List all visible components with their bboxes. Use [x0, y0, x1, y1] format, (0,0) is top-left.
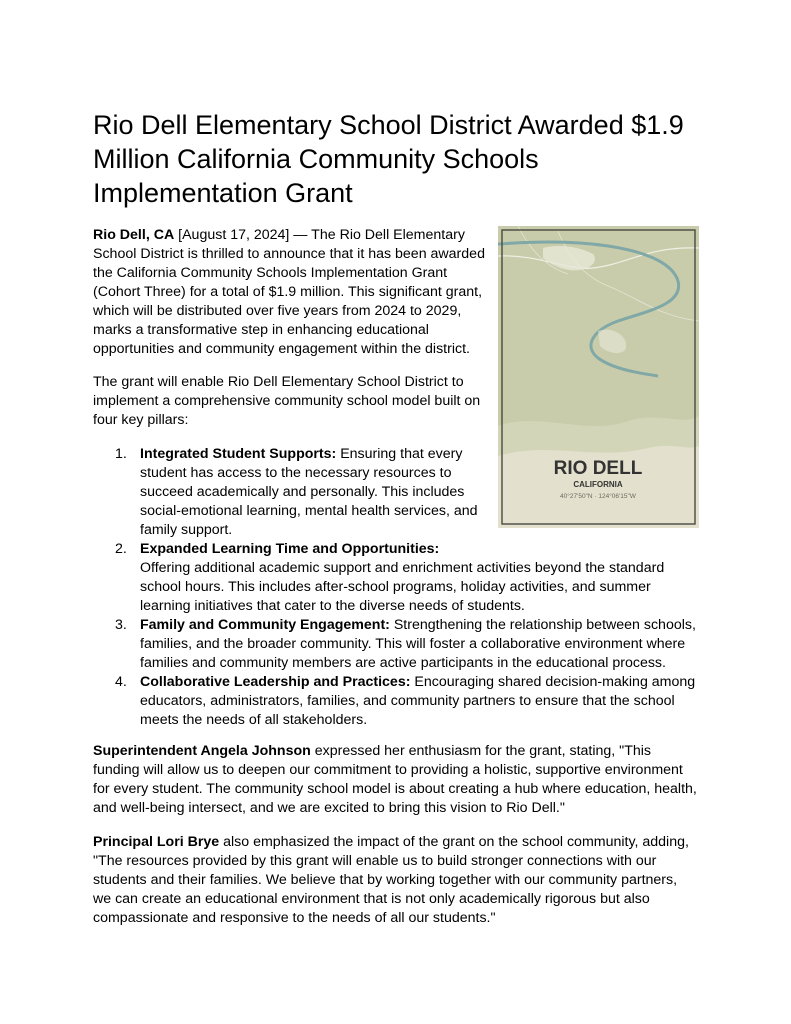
list-item-text: Strengthening the relationship between schools, families, and the broader community. This will foster a collaborative environment where families and community members are active participants in the educational process.	[140, 617, 696, 671]
page-title: Rio Dell Elementary School District Awarded $1.9 Million California Community Schools Implementation Grant	[93, 110, 684, 208]
quote-text: expressed her enthusiasm for the grant, stating, "This funding will allow us to deepen our commitment to providing a holistic, supportive environment for every student. The community school model is about creating a hub where education, health, and well-being intersect, and we are excited to bring this vision to Rio Dell."	[93, 743, 697, 816]
list-item-title: Family and Community Engagement:	[140, 617, 390, 633]
list-item-number: 3.	[115, 617, 127, 633]
list-item-title: Integrated Student Supports:	[140, 446, 337, 462]
list-item-title: Expanded Learning Time and Opportunities:	[140, 541, 440, 557]
list-item-text: Encouraging shared decision-making among educators, administrators, families, and community partners to ensure that the school meets the needs of all stakeholders.	[140, 674, 696, 728]
list-item	[93, 673, 701, 730]
list-item-number: 1.	[115, 446, 127, 462]
superintendent-quote	[93, 742, 699, 818]
map-city-label: RIO DELL	[553, 458, 643, 479]
list-item-title: Collaborative Leadership and Practices:	[140, 674, 411, 690]
intro-paragraph	[93, 226, 491, 359]
intro-text: [August 17, 2024] — The Rio Dell Elementary School District is thrilled to announce that it has been awarded the California Community Schools Implementation Grant (Cohort Three) for a total of $1.9 million. This significant grant, which will be distributed over five years from 2024 to 2029, marks a transformative step in enhancing educational opportunities and community engagement within the district.	[93, 227, 485, 357]
list-item-text: Offering additional academic support and enrichment activities beyond the standard school hours. This includes after-school programs, holiday activities, and summer learning initiatives that cater to the diverse needs of students.	[140, 560, 665, 614]
list-item	[93, 540, 701, 616]
dateline: Rio Dell, CA	[93, 227, 175, 243]
list-item	[93, 616, 701, 673]
quote-text: also emphasized the impact of the grant on the school community, adding, "The resources provided by this grant will enable us to build stronger connections with our students and their families. We believe that by working together with our community partners, we can create an educational environment that is not only academically rigorous but also compassionate and responsive to the needs of all our students."	[93, 834, 689, 926]
principal-quote	[93, 833, 699, 928]
list-item-number: 4.	[115, 674, 127, 690]
list-item-text: Ensuring that every student has access to the necessary resources to succeed academically and personally. This includes social-emotional learning, mental health services, and family support.	[140, 446, 478, 538]
map-coordinates: 40°27'50"N · 124°06'15"W	[560, 493, 636, 500]
quote-speaker: Superintendent Angela Johnson	[93, 743, 311, 759]
pillars-intro-paragraph: The grant will enable Rio Dell Elementary School District to implement a comprehensive community school model built on four key pillars:	[93, 374, 481, 428]
quote-speaker: Principal Lori Brye	[93, 834, 220, 850]
map-state-label: CALIFORNIA	[573, 480, 623, 489]
list-item-number: 2.	[115, 541, 127, 557]
rio-dell-map-poster	[498, 226, 699, 528]
